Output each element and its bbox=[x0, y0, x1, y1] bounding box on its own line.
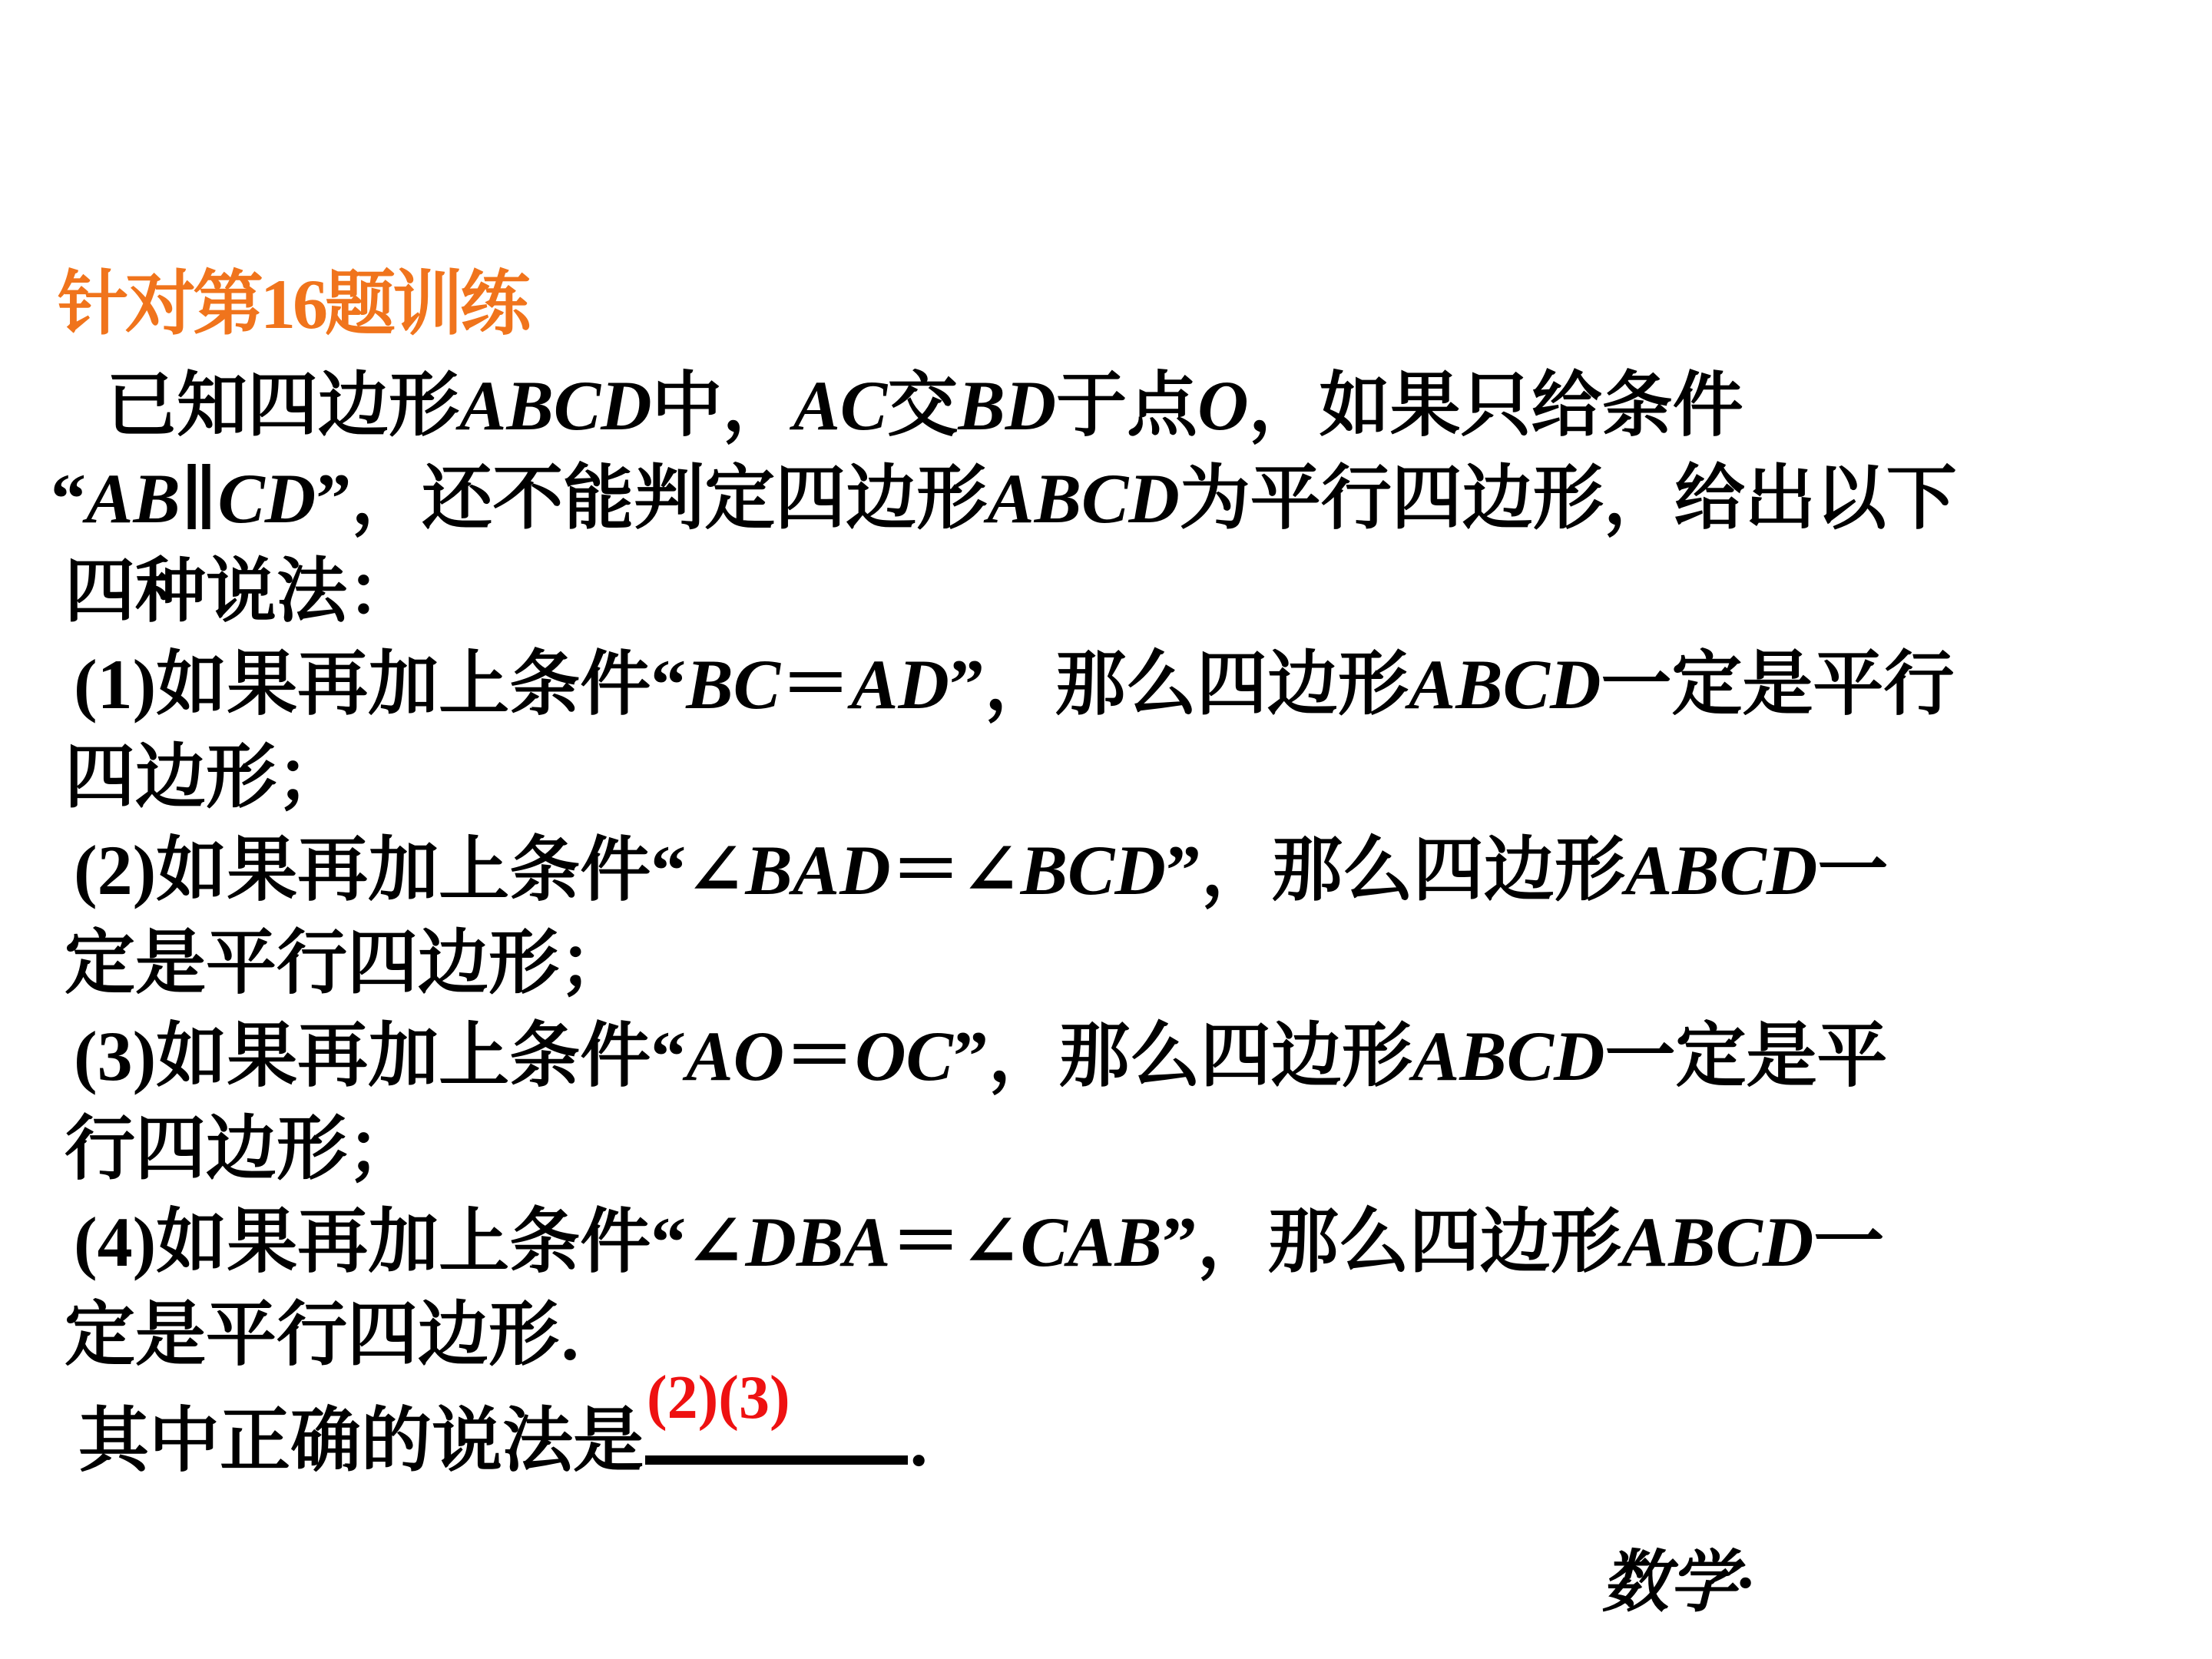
body-line-statement-3: (3)如果再加上条件“AO＝OC”，那么四边形ABCD一定是平 bbox=[74, 1017, 1888, 1095]
body-line: 四种说法： bbox=[65, 552, 419, 631]
answer-line-prefix: 其中正确的说法是 bbox=[78, 1402, 644, 1480]
body-line: “AB∥CD”，还不能判定四边形ABCD为平行四边形，给出以下 bbox=[51, 459, 1957, 538]
slide-title: 针对第16题训练 bbox=[58, 265, 528, 343]
body-line-statement-2: (2)如果再加上条件“∠BAD＝∠BCD”，那么四边形ABCD一 bbox=[74, 831, 1889, 909]
body-line: 四边形； bbox=[65, 738, 348, 816]
problem-text bbox=[51, 359, 2171, 1488]
answer-value: (2)(3) bbox=[647, 1364, 790, 1432]
body-line: 已知四边形ABCD中，AC交BD于点O，如果只给条件 bbox=[106, 366, 1743, 445]
answer-blank-underline bbox=[645, 1364, 908, 1465]
answer-line bbox=[51, 1364, 2171, 1488]
body-line-statement-4: (4)如果再加上条件“∠DBA＝∠CAB”，那么四边形ABCD一 bbox=[74, 1203, 1885, 1281]
body-line: 定是平行四边形； bbox=[65, 924, 631, 1002]
body-line-statement-1: (1)如果再加上条件“BC＝AD”，那么四边形ABCD一定是平行 bbox=[74, 645, 1955, 724]
body-line: 定是平行四边形． bbox=[65, 1296, 631, 1374]
footer-subject-label: 数学· bbox=[1601, 1546, 1754, 1621]
answer-line-suffix: ． bbox=[908, 1402, 979, 1480]
body-line: 行四边形； bbox=[65, 1110, 419, 1188]
